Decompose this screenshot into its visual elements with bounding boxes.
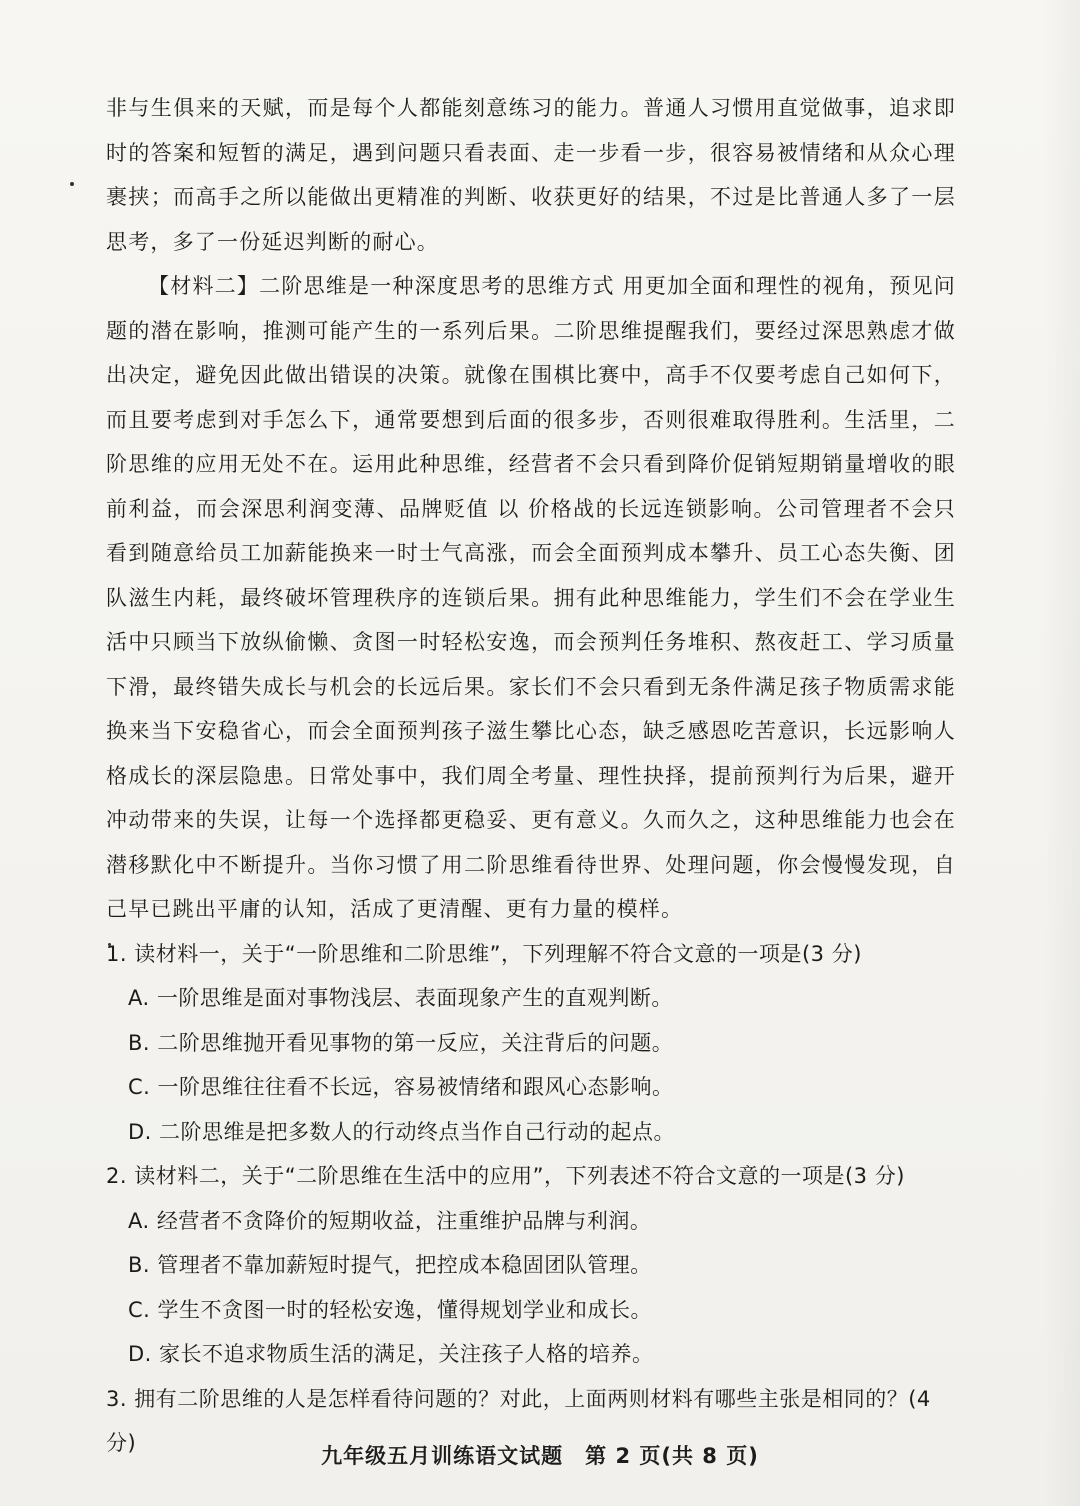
question-2-option-d: D. 家长不追求物质生活的满足，关注孩子人格的培养。 <box>128 1342 654 1366</box>
exam-content <box>106 86 956 1466</box>
page-footer: 九年级五月训练语文试题 第 2 页(共 8 页) <box>321 1444 759 1468</box>
question-2-option-a: A. 经营者不贪降价的短期收益，注重维护品牌与利润。 <box>128 1208 652 1233</box>
question-2-option-b: B. 管理者不靠加薪短时提气，把控成本稳固团队管理。 <box>128 1253 652 1277</box>
question-1-option-c: C. 一阶思维往往看不长远，容易被情绪和跟风心态影响。 <box>128 1075 674 1099</box>
question-1-option-a: A. 一阶思维是面对事物浅层、表面现象产生的直观判断。 <box>128 986 673 1010</box>
question-1-stem: 1. 读材料一，关于“一阶思维和二阶思维”，下列理解不符合文意的一项是(3 分) <box>106 941 862 966</box>
material-two: 【材料二】二阶思维是一种深度思考的思维方式 用更加全面和理性的视角，预见问题的潜在影响，推测可能产生的一系列后果。二阶思维提醒我们，要经过深思熟虑才做出决定，避免因此做出错误的决策。就像在围棋比赛中，高手不仅要考虑自己如何下，而且要考虑到对手怎么下，通常要想到后面的很多步，否则很难取得胜利。生活里，二阶思维的应用无处不在。运用此种思维，经营者不会只看到降价促销短期销量增收的眼前利益，而会深思利润变薄、品牌贬值 以 价格战的长远连锁影响。公司管理者不会只看到随意给员工加薪能换来一时士气高涨，而会全面预判成本攀升、员工心态失衡、团队滋生内耗，最终破坏管理秩序的连锁后果。拥有此种思维能力，学生们不会在学业生活中只顾当下放纵偷懒、贪图一时轻松安逸，而会预判任务堆积、熬夜赶工、学习质量下滑，最终错失成长与机会的长远后果。家长们不会只看到无条件满足孩子物质需求能换来当下安稳省心，而会全面预判孩子滋生攀比心态，缺乏感恩吃苦意识，长远影响人格成长的深层隐患。日常处事中，我们周全考量、理性抉择，提前预判行为后果，避开冲动带来的失误，让每一个选择都更稳妥、更有意义。久而久之，这种思维能力也会在潜移默化中不断提升。当你习惯了用二阶思维看待世界、处理问题，你会慢慢发现，自己早已跳出平庸的认知，活成了更清醒、更有力量的模样。 <box>106 274 956 921</box>
question-2 <box>106 1154 956 1377</box>
scan-speck <box>70 182 74 186</box>
page-edge-shadow <box>1042 0 1080 1506</box>
question-1 <box>106 932 956 1155</box>
question-1-option-b: B. 二阶思维抛开看见事物的第一反应，关注背后的问题。 <box>128 1030 674 1055</box>
material-one-tail: 非与生俱来的天赋，而是每个人都能刻意练习的能力。普通人习惯用直觉做事，追求即时的答案和短暂的满足，遇到问题只看表面、走一步看一步，很容易被情绪和从众心理裹挟；而高手之所以能做出更精准的判断、收获更好的结果，不过是比普通人多了一层思考，多了一份延迟判断的耐心。 <box>106 96 956 254</box>
question-3-stem: 3. 拥有二阶思维的人是怎样看待问题的？对此，上面两则材料有哪些主张是相同的？(4 分) <box>106 1386 931 1455</box>
question-2-option-c: C. 学生不贪图一时的轻松安逸，懂得规划学业和成长。 <box>128 1297 653 1322</box>
question-2-stem: 2. 读材料二，关于“二阶思维在生活中的应用”，下列表述不符合文意的一项是(3 分) <box>106 1164 905 1188</box>
question-1-option-d: D. 二阶思维是把多数人的行动终点当作自己行动的起点。 <box>128 1119 676 1144</box>
